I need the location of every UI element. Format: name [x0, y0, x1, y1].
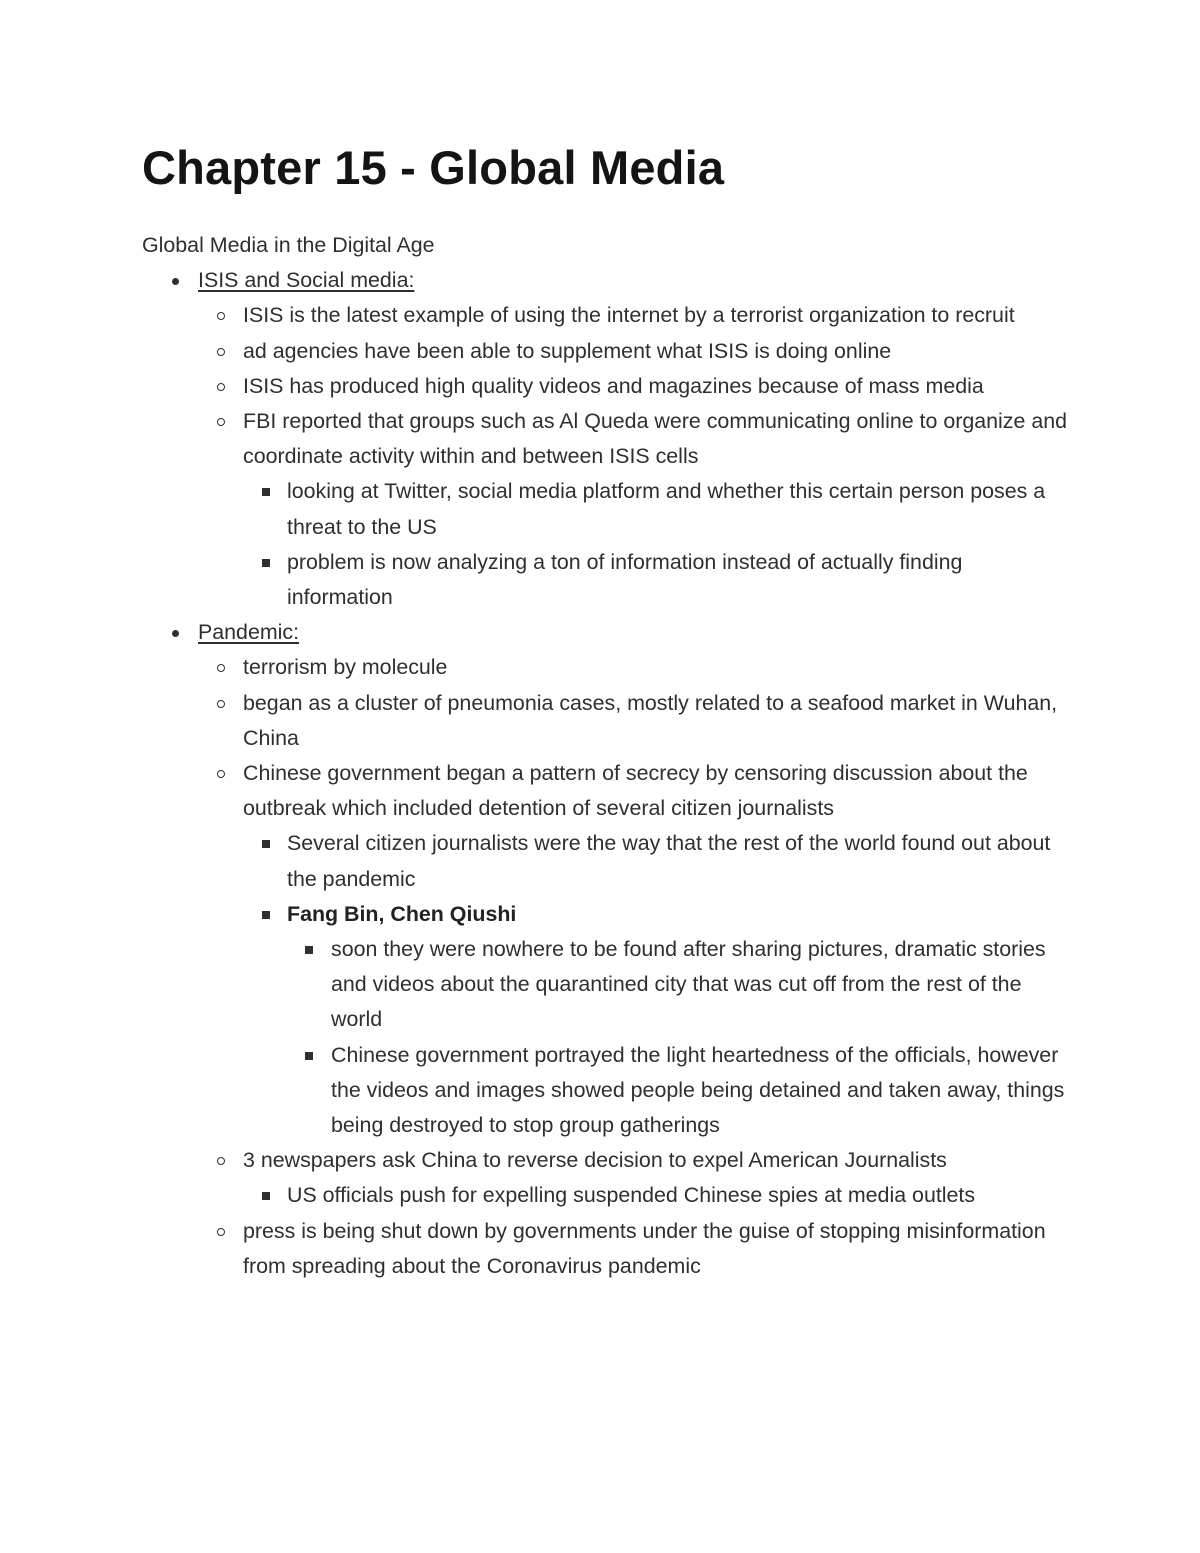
list-item: looking at Twitter, social media platform and whether this certain person poses a threat to the US: [243, 474, 1072, 544]
journalist-names: Fang Bin, Chen Qiushi: [287, 901, 517, 926]
list-item: Several citizen journalists were the way that the rest of the world found out about the pandemic: [243, 826, 1072, 896]
list-item: problem is now analyzing a ton of information instead of actually finding information: [243, 545, 1072, 615]
secrecy-subpoints: [243, 826, 1072, 1143]
list-item-newspapers: [198, 1143, 1072, 1213]
isis-points: [198, 298, 1072, 615]
list-item: soon they were nowhere to be found after sharing pictures, dramatic stories and videos about the quarantined city that was cut off from the rest of the world: [287, 932, 1072, 1038]
list-item-text: Chinese government began a pattern of secrecy by censoring discussion about the outbreak which included detention of several citizen journalists: [243, 761, 1028, 821]
fbi-subpoints: [243, 474, 1072, 615]
pandemic-points: [198, 650, 1072, 1284]
notes-body: [142, 228, 1072, 1284]
list-item-secrecy: [198, 756, 1072, 1143]
list-item-text: 3 newspapers ask China to reverse decision to expel American Journalists: [243, 1148, 947, 1173]
list-item: ISIS has produced high quality videos and magazines because of mass media: [198, 369, 1072, 404]
list-item: Chinese government portrayed the light heartedness of the officials, however the videos and images showed people being detained and taken away, things being destroyed to stop group gatherings: [287, 1038, 1072, 1144]
topic-isis: [142, 263, 1072, 615]
journalists-subpoints: [287, 932, 1072, 1143]
topic-list: [142, 263, 1072, 1284]
list-item: ad agencies have been able to supplement what ISIS is doing online: [198, 334, 1072, 369]
list-item-journalists: [243, 897, 1072, 1143]
list-item: US officials push for expelling suspended Chinese spies at media outlets: [243, 1178, 1072, 1213]
topic-pandemic: [142, 615, 1072, 1284]
list-item: press is being shut down by governments under the guise of stopping misinformation from spreading about the Coronavirus pandemic: [198, 1214, 1072, 1284]
list-item: ISIS is the latest example of using the internet by a terrorist organization to recruit: [198, 298, 1072, 333]
topic-heading-isis: ISIS and Social media:: [198, 268, 415, 293]
list-item: began as a cluster of pneumonia cases, mostly related to a seafood market in Wuhan, China: [198, 686, 1072, 756]
list-item: terrorism by molecule: [198, 650, 1072, 685]
section-label: Global Media in the Digital Age: [142, 233, 435, 257]
list-item-fbi: [198, 404, 1072, 615]
topic-heading-pandemic: Pandemic:: [198, 620, 300, 645]
page-title: Chapter 15 - Global Media: [142, 141, 725, 194]
list-item-text: FBI reported that groups such as Al Queda were communicating online to organize and coordinate activity within and between ISIS cells: [243, 409, 1068, 469]
newspapers-subpoints: [243, 1178, 1072, 1213]
